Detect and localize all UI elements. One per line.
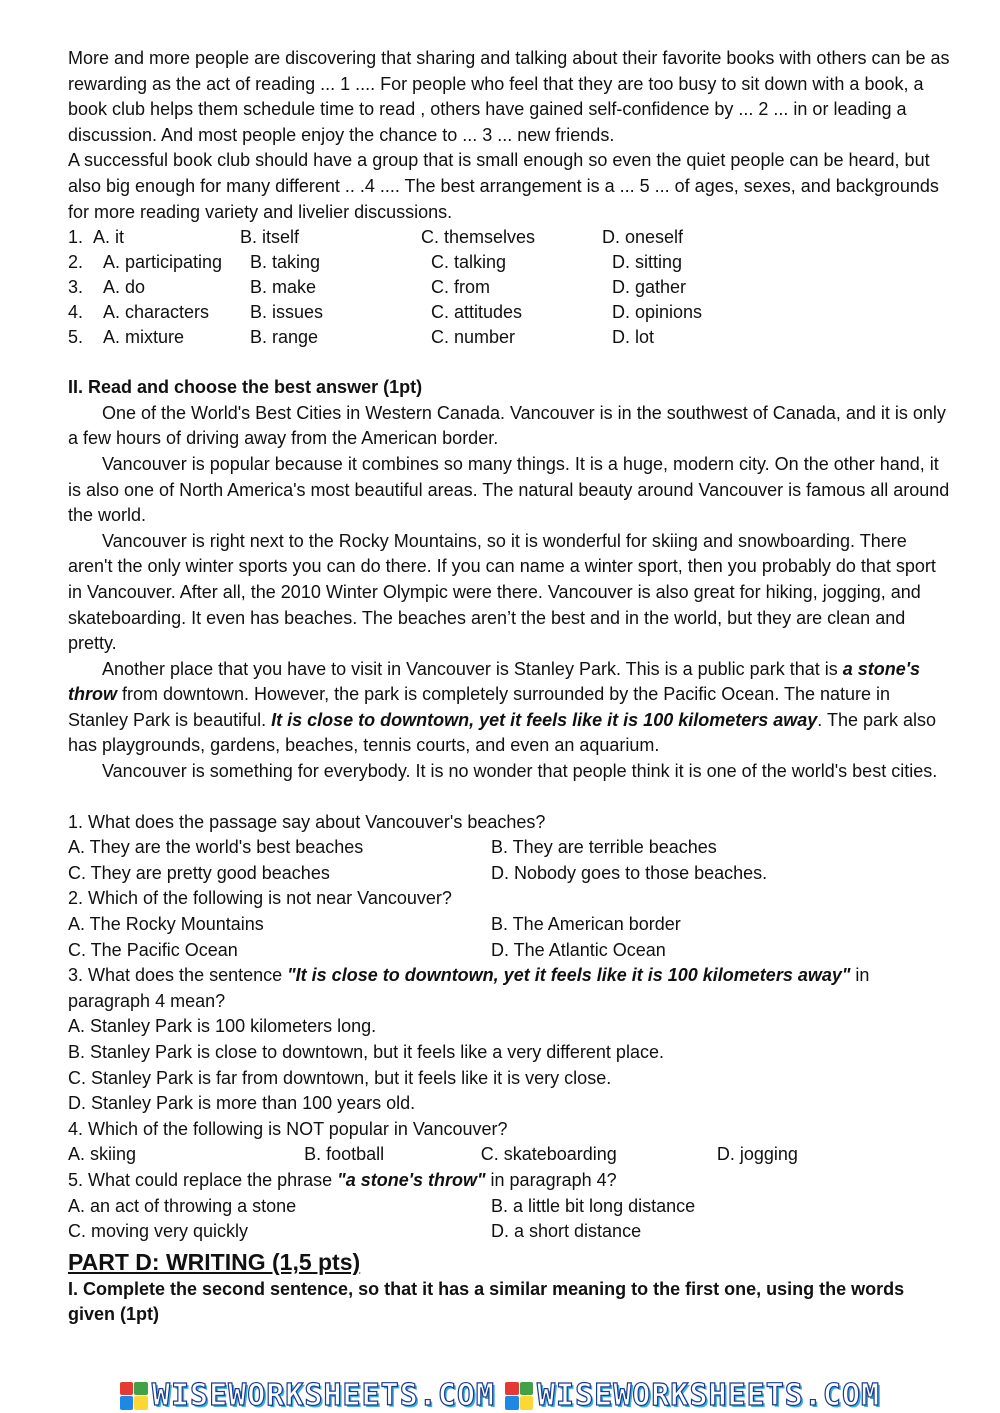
option-c: C. talking — [431, 252, 507, 273]
option-c: C. themselves — [421, 227, 536, 248]
answer-option: A. Stanley Park is 100 kilometers long. — [68, 1016, 377, 1037]
para4-phrase-stones-throw: a stone's throw — [68, 658, 921, 705]
answer-option: C. skateboarding — [480, 1144, 617, 1165]
question-4: 4. Which of the following is NOT popular in Vancouver? — [68, 1118, 508, 1139]
answer-option: C. Stanley Park is far from downtown, but it feels like it is very close. — [68, 1067, 612, 1088]
footer-watermark — [0, 1378, 1000, 1413]
para4-text-a: Another place that you have to visit in Vancouver is Stanley Park. This is a public park that is — [102, 658, 843, 679]
option-number: 1. — [68, 227, 84, 248]
wiseworksheets-logo — [505, 1378, 880, 1413]
option-number: 5. — [68, 327, 84, 348]
question-2: 2. Which of the following is not near Vancouver? — [68, 888, 452, 909]
answer-option: B. The American border — [491, 914, 681, 935]
reading-paragraph-1: One of the World's Best Cities in Western Canada. Vancouver is in the southwest of Canada, and it is only a few hours of driving away from the American border. — [68, 402, 946, 449]
option-a: A. it — [93, 227, 125, 248]
option-d: D. lot — [612, 327, 655, 348]
option-number: 3. — [68, 277, 84, 298]
option-number: 4. — [68, 302, 84, 323]
question-5-suffix: in paragraph 4? — [485, 1169, 617, 1190]
question-3 — [68, 963, 953, 1014]
reading-paragraph-3: Vancouver is right next to the Rocky Mountains, so it is wonderful for skiing and snowboarding. There aren't the only winter sports you can do there. If you can name a winter sport, then you probably do that sport in Vancouver. After all, the 2010 Winter Olympic were there. Vancouver is also great for hiking, jogging, and skateboarding. It even has beaches. The beaches aren’t the best and in the world, but they are clean and pretty. — [68, 530, 936, 654]
question-1-options-row-1 — [68, 835, 953, 861]
question-3-suffix: in paragraph 4 mean? — [68, 965, 870, 1011]
option-b: B. itself — [240, 227, 300, 248]
answer-option: C. The Pacific Ocean — [68, 939, 238, 960]
option-b: B. range — [250, 327, 319, 348]
spacer — [68, 785, 953, 810]
answer-option: C. moving very quickly — [68, 1221, 249, 1242]
option-c: C. attitudes — [431, 302, 523, 323]
reading-paragraph-5: Vancouver is something for everybody. It is no wonder that people think it is one of the world's best cities. — [102, 761, 938, 782]
option-d: D. sitting — [612, 252, 683, 273]
answer-option: C. They are pretty good beaches — [68, 862, 330, 883]
reading-paragraph-2: Vancouver is popular because it combines so many things. It is a huge, modern city. On the other hand, it is also one of North America's most beautiful areas. The natural beauty around Vancouver is famous all around the world. — [68, 453, 950, 526]
question-2-options-row-1 — [68, 912, 953, 938]
answer-option: D. The Atlantic Ocean — [491, 939, 666, 960]
option-a: A. participating — [103, 252, 223, 273]
para4-text-c: from downtown. However, the park is completely surrounded by the Pacific Ocean. The nature in Stanley Park is beautiful. — [68, 684, 891, 730]
answer-option: B. They are terrible beaches — [491, 837, 717, 858]
question-5-options-row-2 — [68, 1219, 953, 1245]
question-3-prefix: 3. What does the sentence — [68, 965, 288, 986]
part-d-instruction: I. Complete the second sentence, so that it has a similar meaning to the first one, using the words given (1pt) — [68, 1278, 905, 1325]
wiseworksheets-logo-icon — [120, 1382, 148, 1410]
option-row-3 — [68, 275, 953, 300]
question-5 — [68, 1168, 953, 1194]
answer-option: D. a short distance — [491, 1221, 642, 1242]
answer-option: A. The Rocky Mountains — [68, 914, 264, 935]
question-1: 1. What does the passage say about Vancouver's beaches? — [68, 811, 546, 832]
question-2-options-row-2 — [68, 938, 953, 964]
answer-option: B. a little bit long distance — [491, 1195, 696, 1216]
section-2-heading: II. Read and choose the best answer (1pt) — [68, 377, 423, 398]
option-c: C. from — [431, 277, 491, 298]
option-row-4 — [68, 300, 953, 325]
option-row-1 — [68, 225, 953, 250]
question-1-options-row-2 — [68, 861, 953, 887]
answer-option: D. Stanley Park is more than 100 years old. — [68, 1093, 416, 1114]
option-a: A. mixture — [103, 327, 185, 348]
passage-paragraph-1: More and more people are discovering that sharing and talking about their favorite books with others can be as rewarding as the act of reading ... 1 .... For people who feel that they are too busy to sit down with a book, a book club helps them schedule time to read , others have gained self-confidence by ... 2 ... in or leading a discussion. And most people enjoy the chance to ... 3 ... new friends. — [68, 48, 950, 145]
question-4-options — [68, 1142, 953, 1168]
option-a: A. do — [103, 277, 146, 298]
question-5-quote: "a stone's throw" — [337, 1169, 486, 1190]
answer-option: A. an act of throwing a stone — [68, 1195, 297, 1216]
wiseworksheets-logo-icon — [505, 1382, 533, 1410]
options-table — [68, 225, 953, 350]
option-d: D. opinions — [612, 302, 703, 323]
option-number: 2. — [68, 252, 84, 273]
part-d-title: PART D: WRITING (1,5 pts) — [68, 1248, 361, 1275]
question-5-prefix: 5. What could replace the phrase — [68, 1169, 338, 1190]
answer-option: B. Stanley Park is close to downtown, but it feels like a very different place. — [68, 1042, 664, 1062]
option-a: A. characters — [103, 302, 210, 323]
para4-emphasized-sentence: It is close to downtown, yet it feels like it is 100 kilometers away — [271, 709, 818, 730]
option-b: B. issues — [250, 302, 324, 323]
logo-wordmark: WISEWORKSHEETS.COM — [537, 1378, 881, 1413]
option-b: B. make — [250, 277, 317, 298]
spacer — [68, 350, 953, 375]
option-c: C. number — [431, 327, 516, 348]
passage-paragraph-2: A successful book club should have a group that is small enough so even the quiet people can be heard, but also big enough for many different .. .4 .... The best arrangement is a ... 5 ... of ages, sexes, and backgrounds for more reading variety and livelier discussions. — [68, 150, 939, 222]
reading-paragraph-4 — [68, 657, 953, 759]
option-row-2 — [68, 250, 953, 275]
answer-option: D. Nobody goes to those beaches. — [491, 862, 768, 883]
logo-wordmark: WISEWORKSHEETS.COM — [151, 1378, 495, 1413]
answer-option: D. jogging — [716, 1144, 798, 1165]
answer-option: A. skiing — [68, 1144, 137, 1165]
option-d: D. gather — [612, 277, 687, 298]
wiseworksheets-logo — [120, 1378, 495, 1413]
para4-text-e: . The park also has playgrounds, gardens, beaches, tennis courts, and even an aquarium. — [68, 709, 937, 756]
option-row-5 — [68, 325, 953, 350]
worksheet-page — [68, 46, 953, 1328]
option-d: D. oneself — [602, 227, 684, 248]
question-5-options-row-1 — [68, 1194, 953, 1220]
option-b: B. taking — [250, 252, 321, 273]
question-3-quote: "It is close to downtown, yet it feels like it is 100 kilometers away" — [287, 965, 851, 986]
answer-option: B. football — [304, 1144, 385, 1165]
answer-option: A. They are the world's best beaches — [68, 837, 364, 858]
